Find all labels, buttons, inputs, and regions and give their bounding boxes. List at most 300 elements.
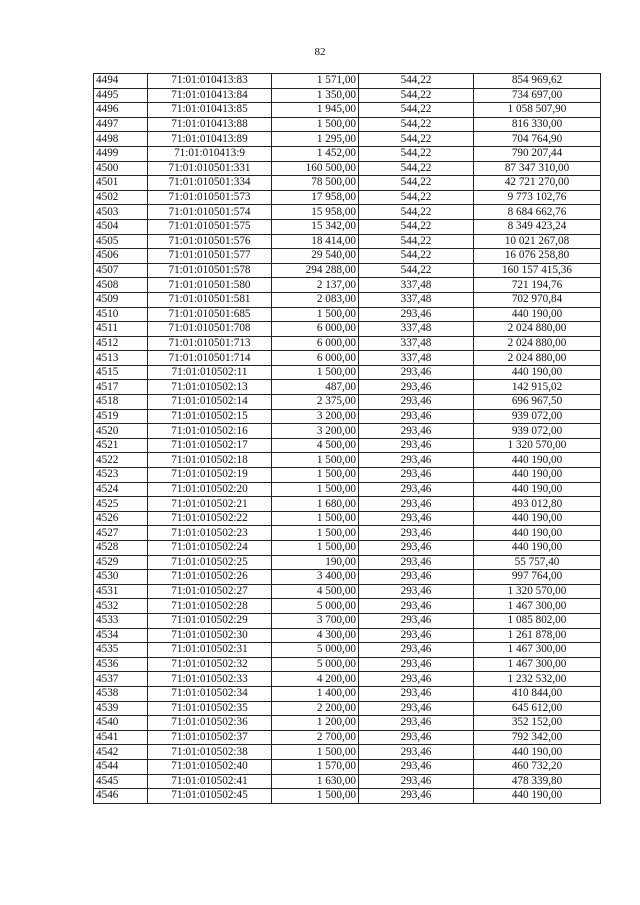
row-number-cell: 4517: [94, 380, 148, 395]
table-row: [94, 190, 601, 205]
area-cell: 1 500,00: [272, 468, 359, 483]
rate-cell: 293,46: [359, 511, 474, 526]
cadastral-number-cell: 71:01:010502:29: [148, 613, 272, 628]
table-row: [94, 745, 601, 760]
area-cell: 1 500,00: [272, 365, 359, 380]
value-cell: 440 190,00: [474, 307, 601, 322]
cadastral-number-cell: 71:01:010502:21: [148, 497, 272, 512]
rate-cell: 293,46: [359, 555, 474, 570]
table-row: [94, 395, 601, 410]
rate-cell: 544,22: [359, 146, 474, 161]
table-row: [94, 570, 601, 585]
table-row: [94, 716, 601, 731]
rate-cell: 293,46: [359, 365, 474, 380]
cadastral-number-cell: 71:01:010502:19: [148, 468, 272, 483]
row-number-cell: 4534: [94, 628, 148, 643]
value-cell: 1 058 507,90: [474, 103, 601, 118]
table-row: [94, 176, 601, 191]
table-row: [94, 205, 601, 220]
row-number-cell: 4536: [94, 657, 148, 672]
value-cell: 440 190,00: [474, 745, 601, 760]
row-number-cell: 4520: [94, 424, 148, 439]
cadastral-number-cell: 71:01:010413:89: [148, 132, 272, 147]
rate-cell: 293,46: [359, 672, 474, 687]
row-number-cell: 4531: [94, 584, 148, 599]
table-row: [94, 526, 601, 541]
table-row: [94, 74, 601, 89]
table-row: [94, 468, 601, 483]
row-number-cell: 4495: [94, 88, 148, 103]
rate-cell: 293,46: [359, 774, 474, 789]
table-row: [94, 103, 601, 118]
table-row: [94, 117, 601, 132]
row-number-cell: 4538: [94, 686, 148, 701]
value-cell: 1 467 300,00: [474, 657, 601, 672]
area-cell: 5 000,00: [272, 643, 359, 658]
cadastral-number-cell: 71:01:010501:334: [148, 176, 272, 191]
row-number-cell: 4499: [94, 146, 148, 161]
value-cell: 792 342,00: [474, 730, 601, 745]
cadastral-number-cell: 71:01:010502:26: [148, 570, 272, 585]
table-row: [94, 322, 601, 337]
value-cell: 440 190,00: [474, 365, 601, 380]
row-number-cell: 4541: [94, 730, 148, 745]
area-cell: 17 958,00: [272, 190, 359, 205]
value-cell: 1 320 570,00: [474, 584, 601, 599]
cadastral-number-cell: 71:01:010502:20: [148, 482, 272, 497]
cadastral-number-cell: 71:01:010413:83: [148, 74, 272, 89]
rate-cell: 293,46: [359, 380, 474, 395]
cadastral-number-cell: 71:01:010502:38: [148, 745, 272, 760]
table-row: [94, 146, 601, 161]
table-row: [94, 584, 601, 599]
rate-cell: 544,22: [359, 117, 474, 132]
cadastral-number-cell: 71:01:010502:25: [148, 555, 272, 570]
table-row: [94, 380, 601, 395]
rate-cell: 337,48: [359, 351, 474, 366]
area-cell: 15 342,00: [272, 219, 359, 234]
row-number-cell: 4526: [94, 511, 148, 526]
area-cell: 4 200,00: [272, 672, 359, 687]
value-cell: 1 261 878,00: [474, 628, 601, 643]
area-cell: 294 288,00: [272, 263, 359, 278]
row-number-cell: 4539: [94, 701, 148, 716]
area-cell: 1 500,00: [272, 789, 359, 804]
table-row: [94, 599, 601, 614]
cadastral-number-cell: 71:01:010502:22: [148, 511, 272, 526]
cadastral-number-cell: 71:01:010501:708: [148, 322, 272, 337]
rate-cell: 544,22: [359, 249, 474, 264]
row-number-cell: 4498: [94, 132, 148, 147]
value-cell: 997 764,00: [474, 570, 601, 585]
area-cell: 4 500,00: [272, 584, 359, 599]
value-cell: 440 190,00: [474, 789, 601, 804]
area-cell: 1 452,00: [272, 146, 359, 161]
row-number-cell: 4521: [94, 438, 148, 453]
rate-cell: 293,46: [359, 497, 474, 512]
rate-cell: 544,22: [359, 88, 474, 103]
value-cell: 87 347 310,00: [474, 161, 601, 176]
table-row: [94, 686, 601, 701]
table-row: [94, 365, 601, 380]
area-cell: 2 200,00: [272, 701, 359, 716]
table-row: [94, 219, 601, 234]
row-number-cell: 4529: [94, 555, 148, 570]
table-row: [94, 351, 601, 366]
area-cell: 1 500,00: [272, 307, 359, 322]
table-row: [94, 278, 601, 293]
value-cell: 440 190,00: [474, 482, 601, 497]
value-cell: 440 190,00: [474, 526, 601, 541]
area-cell: 1 500,00: [272, 511, 359, 526]
area-cell: 1 500,00: [272, 745, 359, 760]
area-cell: 3 400,00: [272, 570, 359, 585]
area-cell: 5 000,00: [272, 657, 359, 672]
row-number-cell: 4509: [94, 292, 148, 307]
cadastral-number-cell: 71:01:010502:13: [148, 380, 272, 395]
cadastral-number-cell: 71:01:010501:578: [148, 263, 272, 278]
rate-cell: 293,46: [359, 716, 474, 731]
row-number-cell: 4524: [94, 482, 148, 497]
cadastral-number-cell: 71:01:010502:45: [148, 789, 272, 804]
table-row: [94, 249, 601, 264]
value-cell: 16 076 258,80: [474, 249, 601, 264]
value-cell: 8 349 423,24: [474, 219, 601, 234]
row-number-cell: 4530: [94, 570, 148, 585]
row-number-cell: 4497: [94, 117, 148, 132]
value-cell: 142 915,02: [474, 380, 601, 395]
value-cell: 8 684 662,76: [474, 205, 601, 220]
area-cell: 3 200,00: [272, 409, 359, 424]
area-cell: 78 500,00: [272, 176, 359, 191]
area-cell: 6 000,00: [272, 336, 359, 351]
rate-cell: 293,46: [359, 730, 474, 745]
rate-cell: 544,22: [359, 176, 474, 191]
table-row: [94, 453, 601, 468]
row-number-cell: 4500: [94, 161, 148, 176]
table-row: [94, 307, 601, 322]
cadastral-number-cell: 71:01:010502:16: [148, 424, 272, 439]
area-cell: 15 958,00: [272, 205, 359, 220]
cadastral-number-cell: 71:01:010501:577: [148, 249, 272, 264]
row-number-cell: 4496: [94, 103, 148, 118]
rate-cell: 293,46: [359, 424, 474, 439]
area-cell: 5 000,00: [272, 599, 359, 614]
table-row: [94, 132, 601, 147]
value-cell: 816 330,00: [474, 117, 601, 132]
table-row: [94, 613, 601, 628]
value-cell: 478 339,80: [474, 774, 601, 789]
area-cell: 1 500,00: [272, 541, 359, 556]
area-cell: 1 570,00: [272, 759, 359, 774]
table-row: [94, 438, 601, 453]
rate-cell: 293,46: [359, 541, 474, 556]
rate-cell: 544,22: [359, 234, 474, 249]
table-row: [94, 672, 601, 687]
table-row: [94, 789, 601, 804]
table-row: [94, 161, 601, 176]
area-cell: 18 414,00: [272, 234, 359, 249]
table-row: [94, 541, 601, 556]
area-cell: 1 680,00: [272, 497, 359, 512]
table-row: [94, 424, 601, 439]
rate-cell: 337,48: [359, 322, 474, 337]
row-number-cell: 4522: [94, 453, 148, 468]
rate-cell: 293,46: [359, 701, 474, 716]
rate-cell: 337,48: [359, 278, 474, 293]
table-row: [94, 409, 601, 424]
value-cell: 2 024 880,00: [474, 351, 601, 366]
land-plot-table: [93, 73, 601, 804]
rate-cell: 293,46: [359, 438, 474, 453]
cadastral-number-cell: 71:01:010502:14: [148, 395, 272, 410]
table-row: [94, 643, 601, 658]
row-number-cell: 4523: [94, 468, 148, 483]
rate-cell: 544,22: [359, 190, 474, 205]
cadastral-number-cell: 71:01:010502:40: [148, 759, 272, 774]
cadastral-number-cell: 71:01:010502:15: [148, 409, 272, 424]
value-cell: 352 152,00: [474, 716, 601, 731]
row-number-cell: 4503: [94, 205, 148, 220]
rate-cell: 293,46: [359, 584, 474, 599]
table-row: [94, 482, 601, 497]
value-cell: 1 085 802,00: [474, 613, 601, 628]
cadastral-number-cell: 71:01:010501:580: [148, 278, 272, 293]
cadastral-number-cell: 71:01:010502:17: [148, 438, 272, 453]
table-row: [94, 292, 601, 307]
area-cell: 1 400,00: [272, 686, 359, 701]
cadastral-number-cell: 71:01:010501:331: [148, 161, 272, 176]
cadastral-number-cell: 71:01:010502:28: [148, 599, 272, 614]
row-number-cell: 4527: [94, 526, 148, 541]
table-row: [94, 497, 601, 512]
cadastral-number-cell: 71:01:010501:576: [148, 234, 272, 249]
area-cell: 2 083,00: [272, 292, 359, 307]
row-number-cell: 4511: [94, 322, 148, 337]
row-number-cell: 4512: [94, 336, 148, 351]
table-row: [94, 555, 601, 570]
cadastral-number-cell: 71:01:010501:581: [148, 292, 272, 307]
cadastral-number-cell: 71:01:010501:574: [148, 205, 272, 220]
cadastral-number-cell: 71:01:010501:685: [148, 307, 272, 322]
table-row: [94, 774, 601, 789]
cadastral-number-cell: 71:01:010502:41: [148, 774, 272, 789]
rate-cell: 544,22: [359, 103, 474, 118]
area-cell: 1 295,00: [272, 132, 359, 147]
value-cell: 9 773 102,76: [474, 190, 601, 205]
value-cell: 440 190,00: [474, 468, 601, 483]
value-cell: 2 024 880,00: [474, 322, 601, 337]
area-cell: 4 500,00: [272, 438, 359, 453]
row-number-cell: 4528: [94, 541, 148, 556]
area-cell: 2 137,00: [272, 278, 359, 293]
value-cell: 734 697,00: [474, 88, 601, 103]
row-number-cell: 4515: [94, 365, 148, 380]
rate-cell: 337,48: [359, 336, 474, 351]
row-number-cell: 4519: [94, 409, 148, 424]
cadastral-number-cell: 71:01:010502:11: [148, 365, 272, 380]
value-cell: 10 021 267,08: [474, 234, 601, 249]
row-number-cell: 4544: [94, 759, 148, 774]
rate-cell: 293,46: [359, 745, 474, 760]
rate-cell: 293,46: [359, 628, 474, 643]
cadastral-number-cell: 71:01:010502:31: [148, 643, 272, 658]
cadastral-number-cell: 71:01:010502:35: [148, 701, 272, 716]
row-number-cell: 4518: [94, 395, 148, 410]
value-cell: 704 764,90: [474, 132, 601, 147]
rate-cell: 544,22: [359, 74, 474, 89]
table-row: [94, 701, 601, 716]
value-cell: 440 190,00: [474, 453, 601, 468]
rate-cell: 544,22: [359, 205, 474, 220]
table-row: [94, 88, 601, 103]
value-cell: 939 072,00: [474, 409, 601, 424]
value-cell: 939 072,00: [474, 424, 601, 439]
area-cell: 3 200,00: [272, 424, 359, 439]
table-row: [94, 657, 601, 672]
row-number-cell: 4546: [94, 789, 148, 804]
rate-cell: 293,46: [359, 570, 474, 585]
value-cell: 702 970,84: [474, 292, 601, 307]
cadastral-number-cell: 71:01:010501:573: [148, 190, 272, 205]
cadastral-number-cell: 71:01:010502:37: [148, 730, 272, 745]
cadastral-number-cell: 71:01:010502:18: [148, 453, 272, 468]
rate-cell: 293,46: [359, 395, 474, 410]
row-number-cell: 4513: [94, 351, 148, 366]
area-cell: 1 500,00: [272, 526, 359, 541]
rate-cell: 337,48: [359, 292, 474, 307]
cadastral-number-cell: 71:01:010502:32: [148, 657, 272, 672]
area-cell: 1 500,00: [272, 453, 359, 468]
cadastral-number-cell: 71:01:010502:36: [148, 716, 272, 731]
value-cell: 1 467 300,00: [474, 643, 601, 658]
rate-cell: 544,22: [359, 161, 474, 176]
value-cell: 645 612,00: [474, 701, 601, 716]
area-cell: 1 630,00: [272, 774, 359, 789]
row-number-cell: 4494: [94, 74, 148, 89]
area-cell: 4 300,00: [272, 628, 359, 643]
area-cell: 1 945,00: [272, 103, 359, 118]
value-cell: 440 190,00: [474, 511, 601, 526]
value-cell: 2 024 880,00: [474, 336, 601, 351]
area-cell: 487,00: [272, 380, 359, 395]
table-row: [94, 234, 601, 249]
value-cell: 55 757,40: [474, 555, 601, 570]
rate-cell: 544,22: [359, 263, 474, 278]
value-cell: 440 190,00: [474, 541, 601, 556]
cadastral-number-cell: 71:01:010502:24: [148, 541, 272, 556]
table-row: [94, 759, 601, 774]
row-number-cell: 4504: [94, 219, 148, 234]
area-cell: 1 500,00: [272, 117, 359, 132]
row-number-cell: 4540: [94, 716, 148, 731]
rate-cell: 544,22: [359, 132, 474, 147]
cadastral-number-cell: 71:01:010502:33: [148, 672, 272, 687]
value-cell: 410 844,00: [474, 686, 601, 701]
area-cell: 160 500,00: [272, 161, 359, 176]
area-cell: 2 700,00: [272, 730, 359, 745]
rate-cell: 293,46: [359, 686, 474, 701]
row-number-cell: 4501: [94, 176, 148, 191]
row-number-cell: 4507: [94, 263, 148, 278]
rate-cell: 293,46: [359, 759, 474, 774]
rate-cell: 293,46: [359, 409, 474, 424]
rate-cell: 293,46: [359, 643, 474, 658]
row-number-cell: 4535: [94, 643, 148, 658]
row-number-cell: 4510: [94, 307, 148, 322]
rate-cell: 544,22: [359, 219, 474, 234]
area-cell: 6 000,00: [272, 351, 359, 366]
rate-cell: 293,46: [359, 468, 474, 483]
rate-cell: 293,46: [359, 613, 474, 628]
cadastral-number-cell: 71:01:010501:714: [148, 351, 272, 366]
cadastral-number-cell: 71:01:010413:88: [148, 117, 272, 132]
rate-cell: 293,46: [359, 789, 474, 804]
value-cell: 1 467 300,00: [474, 599, 601, 614]
cadastral-number-cell: 71:01:010502:30: [148, 628, 272, 643]
value-cell: 160 157 415,36: [474, 263, 601, 278]
area-cell: 190,00: [272, 555, 359, 570]
table-row: [94, 263, 601, 278]
cadastral-number-cell: 71:01:010413:9: [148, 146, 272, 161]
table-row: [94, 628, 601, 643]
area-cell: 1 571,00: [272, 74, 359, 89]
rate-cell: 293,46: [359, 307, 474, 322]
area-cell: 1 350,00: [272, 88, 359, 103]
row-number-cell: 4537: [94, 672, 148, 687]
row-number-cell: 4502: [94, 190, 148, 205]
value-cell: 721 194,76: [474, 278, 601, 293]
row-number-cell: 4542: [94, 745, 148, 760]
rate-cell: 293,46: [359, 526, 474, 541]
cadastral-number-cell: 71:01:010413:85: [148, 103, 272, 118]
row-number-cell: 4506: [94, 249, 148, 264]
value-cell: 696 967,50: [474, 395, 601, 410]
value-cell: 42 721 270,00: [474, 176, 601, 191]
cadastral-number-cell: 71:01:010501:713: [148, 336, 272, 351]
table-body: [94, 74, 601, 804]
value-cell: 790 207,44: [474, 146, 601, 161]
row-number-cell: 4525: [94, 497, 148, 512]
value-cell: 1 232 532,00: [474, 672, 601, 687]
rate-cell: 293,46: [359, 482, 474, 497]
value-cell: 854 969,62: [474, 74, 601, 89]
cadastral-number-cell: 71:01:010413:84: [148, 88, 272, 103]
value-cell: 493 012,80: [474, 497, 601, 512]
cadastral-number-cell: 71:01:010501:575: [148, 219, 272, 234]
table-row: [94, 730, 601, 745]
table-row: [94, 511, 601, 526]
cadastral-number-cell: 71:01:010502:27: [148, 584, 272, 599]
rate-cell: 293,46: [359, 657, 474, 672]
cadastral-number-cell: 71:01:010502:23: [148, 526, 272, 541]
value-cell: 1 320 570,00: [474, 438, 601, 453]
value-cell: 460 732,20: [474, 759, 601, 774]
area-cell: 2 375,00: [272, 395, 359, 410]
area-cell: 29 540,00: [272, 249, 359, 264]
area-cell: 6 000,00: [272, 322, 359, 337]
page-number: 82: [314, 46, 326, 58]
row-number-cell: 4545: [94, 774, 148, 789]
cadastral-number-cell: 71:01:010502:34: [148, 686, 272, 701]
row-number-cell: 4533: [94, 613, 148, 628]
area-cell: 1 500,00: [272, 482, 359, 497]
row-number-cell: 4505: [94, 234, 148, 249]
rate-cell: 293,46: [359, 453, 474, 468]
table-row: [94, 336, 601, 351]
area-cell: 3 700,00: [272, 613, 359, 628]
rate-cell: 293,46: [359, 599, 474, 614]
